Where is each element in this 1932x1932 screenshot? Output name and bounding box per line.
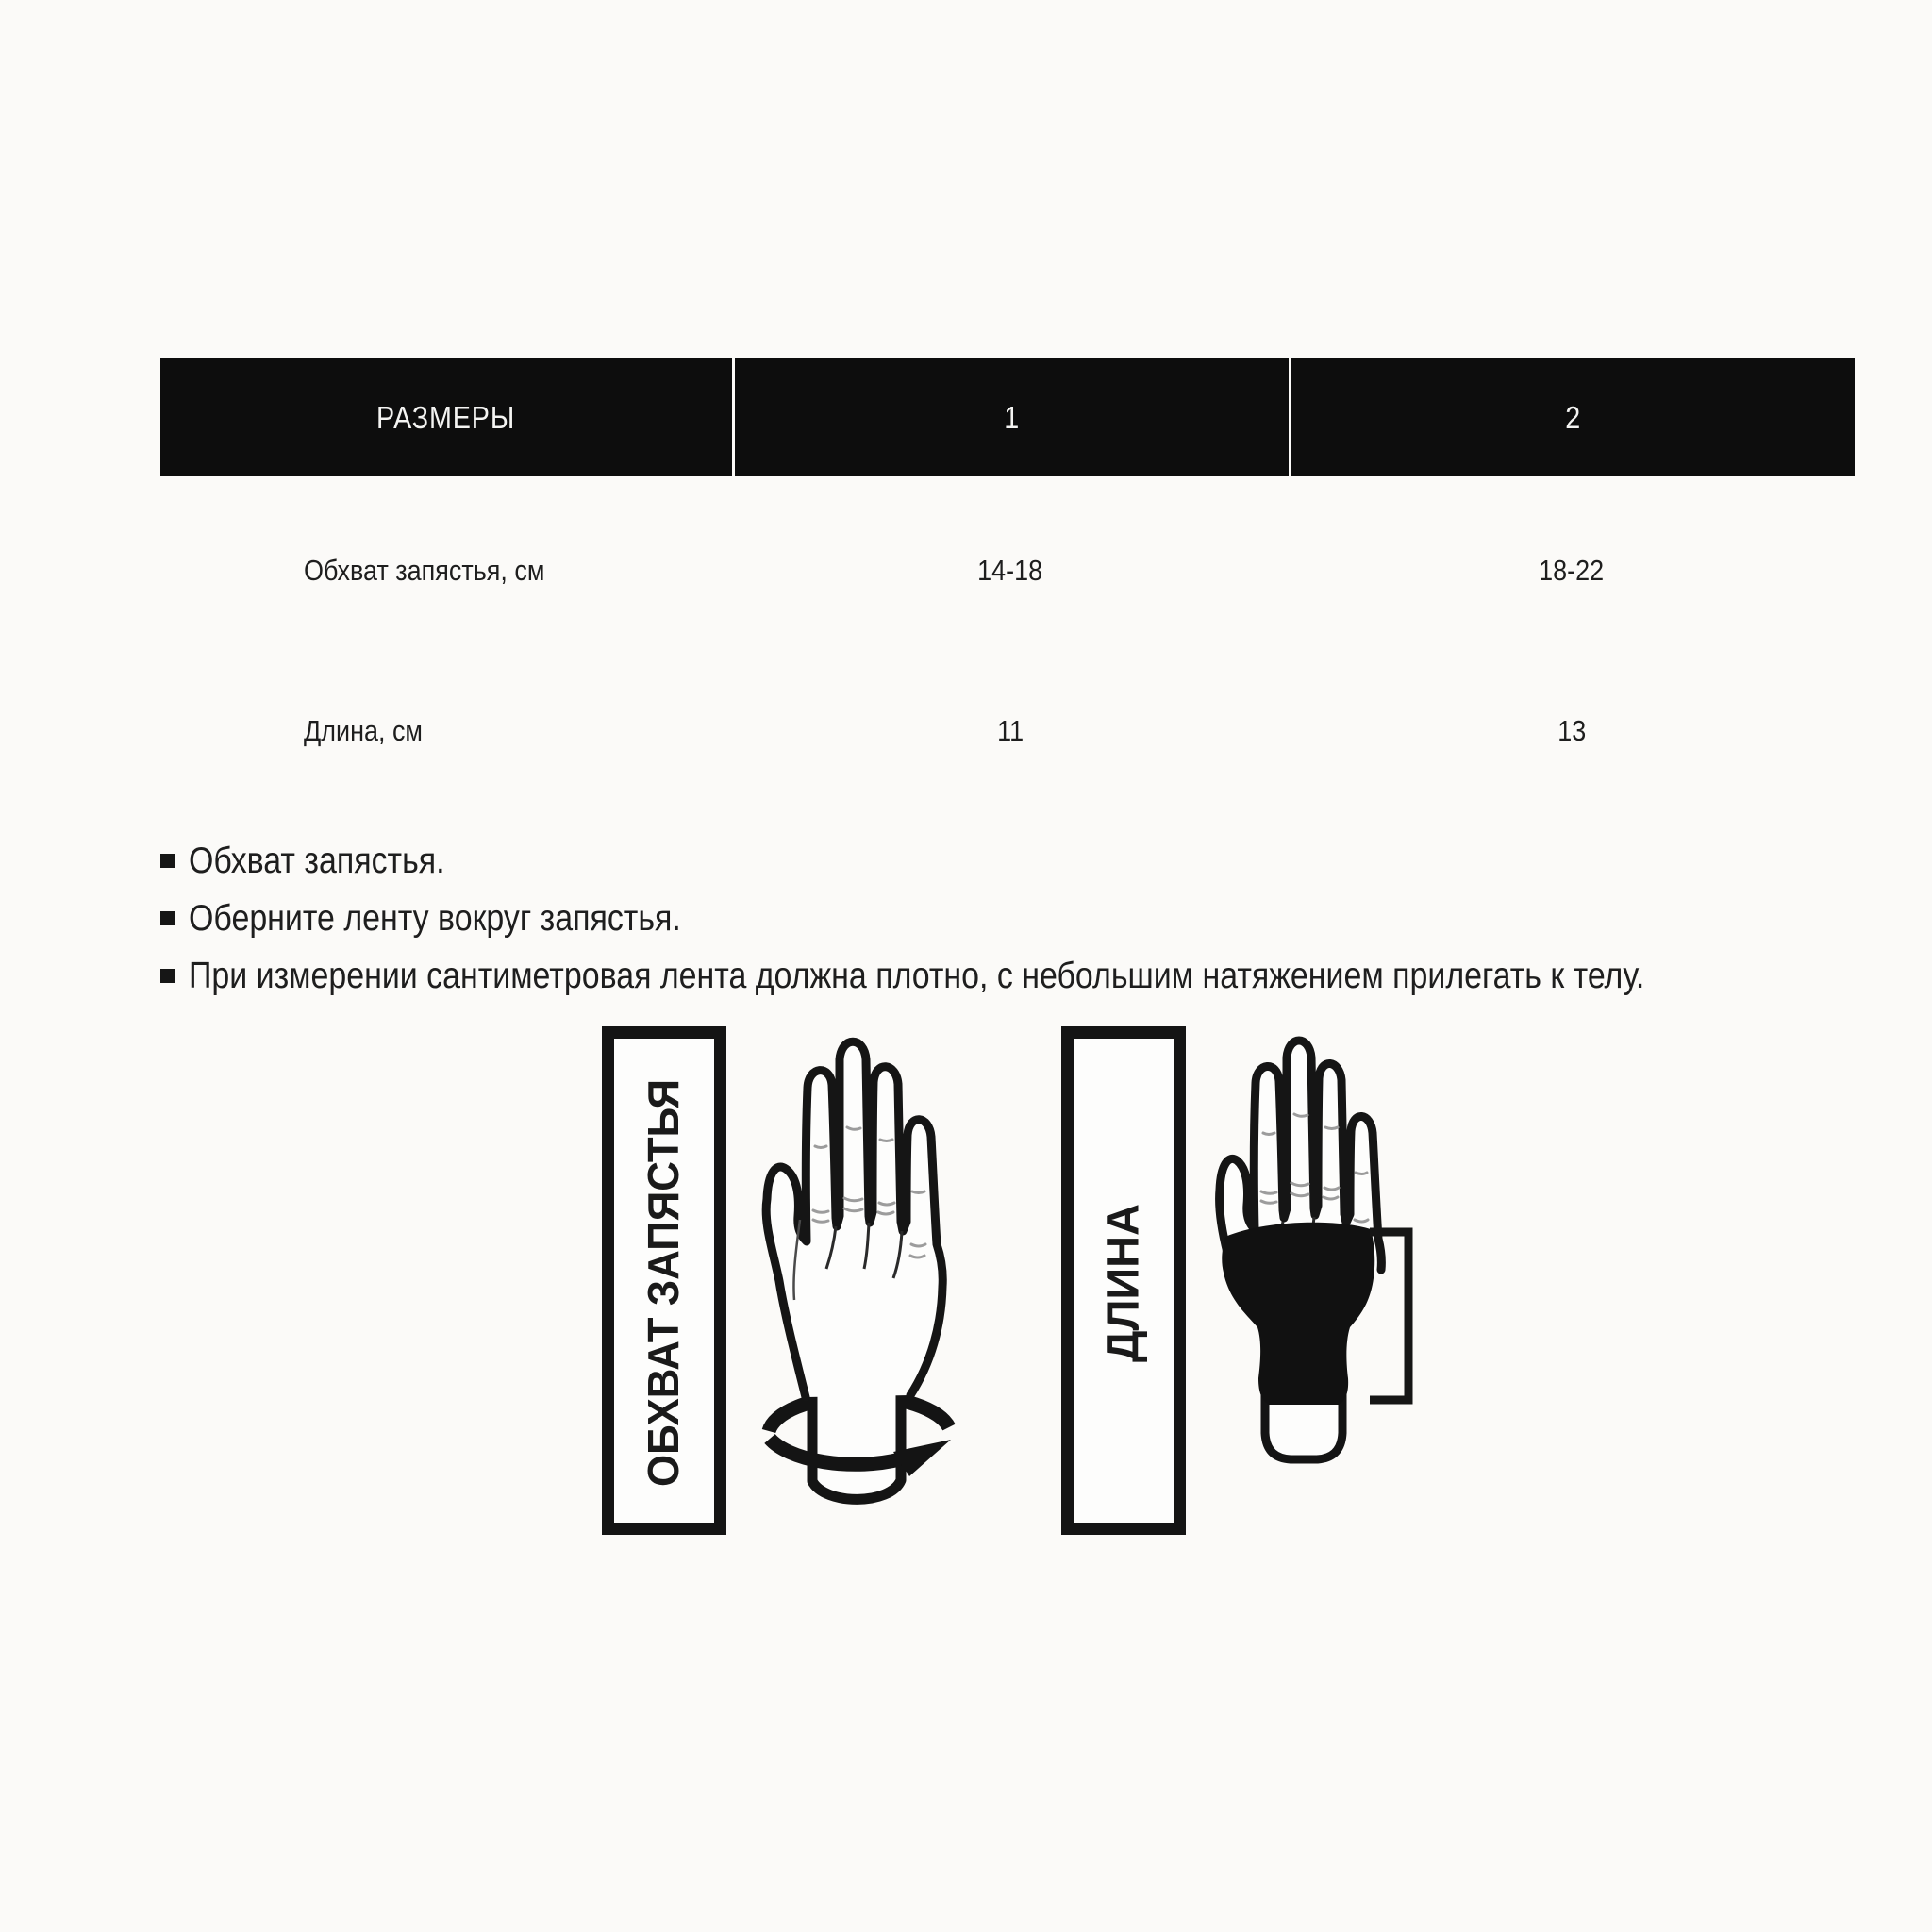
list-item: Оберните ленту вокруг запястья. [160, 890, 1858, 947]
row-value-cell-size-2: 18-22 [1539, 554, 1605, 587]
wrist-girth-label-box [602, 1026, 726, 1535]
header-label: 1 [1004, 399, 1020, 435]
length-hand-illustration [1210, 1031, 1429, 1474]
table-row-wrist-circumference [160, 549, 1855, 592]
size-table-header-row [160, 358, 1855, 476]
row-value-cell-size-1: 11 [996, 714, 1024, 747]
length-vertical-label: ДЛИНА [1098, 1200, 1149, 1362]
row-value-cell-size-1: 14-18 [977, 554, 1043, 587]
wrist-girth-label-svg [614, 1039, 714, 1523]
row-label-cell: Длина, см [304, 714, 423, 747]
measuring-instructions-list [160, 832, 1858, 1005]
length-label-box [1061, 1026, 1186, 1535]
header-label: 2 [1565, 399, 1581, 435]
bullet-square-icon [160, 854, 175, 868]
length-label-svg [1074, 1039, 1174, 1523]
bullet-square-icon [160, 969, 175, 983]
size-table-header-size-1 [732, 358, 1289, 476]
row-label-cell: Обхват запястья, см [304, 554, 545, 587]
size-table-header-sizes [160, 358, 732, 476]
list-item: Обхват запястья. [160, 832, 1858, 890]
wrist-circumference-hand-illustration [747, 1031, 966, 1526]
header-label: РАЗМЕРЫ [376, 399, 516, 435]
wrist-girth-vertical-label: ОБХВАТ ЗАПЯСТЬЯ [639, 1058, 689, 1487]
list-item: При измерении сантиметровая лента должна плотно, с небольшим натяжением прилегать к телу. [160, 947, 1858, 1005]
bullet-square-icon [160, 911, 175, 925]
table-row-length [160, 709, 1855, 753]
size-table-header-size-2 [1289, 358, 1855, 476]
row-value-cell-size-2: 13 [1557, 714, 1586, 747]
wrist-cylinder [812, 1391, 901, 1499]
hand-outline [766, 1041, 942, 1397]
wrist-glove [1222, 1223, 1374, 1405]
